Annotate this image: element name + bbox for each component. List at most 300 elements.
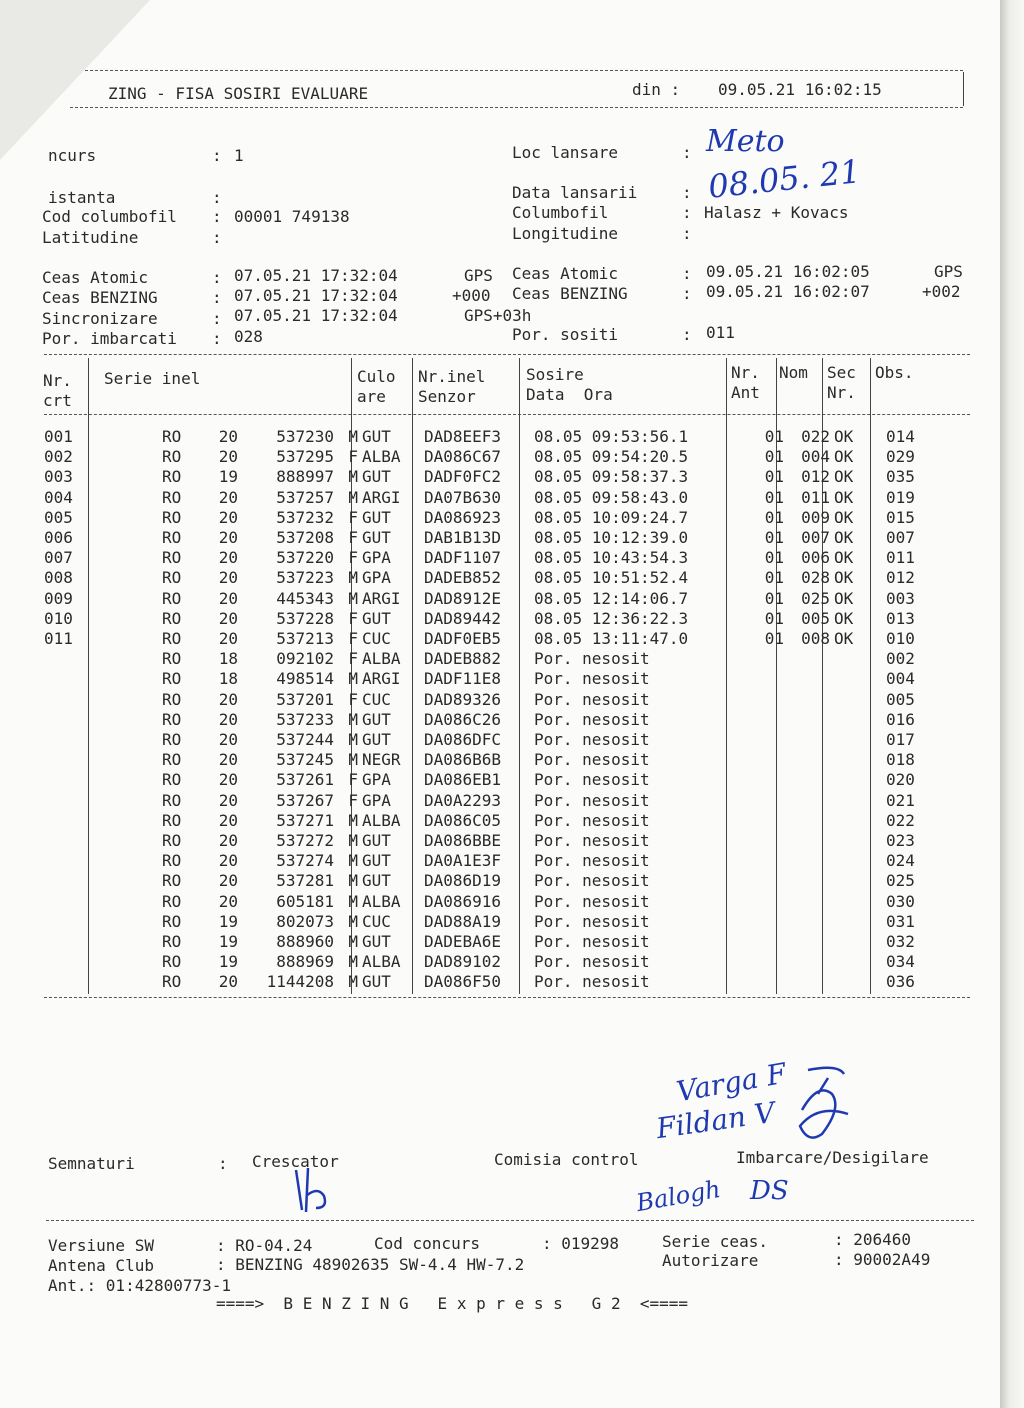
din-label: din :: [632, 80, 681, 99]
cell-nr: 009: [44, 588, 73, 608]
table-row: [44, 548, 946, 568]
cell-an: 20: [218, 447, 238, 467]
cell-sec: [830, 649, 880, 669]
cell-ring: 537223: [276, 568, 334, 588]
cell-nom: [784, 770, 830, 790]
por-sositi-value: 011: [706, 323, 735, 342]
cell-sos: 08.05 10:51:52.4: [534, 568, 689, 588]
cell-ring: 537208: [276, 528, 334, 548]
cell-obs: 030: [886, 891, 915, 911]
cell-ant: 01: [764, 608, 784, 628]
distanta-label: istanta: [48, 188, 116, 207]
cell-ro: RO: [162, 972, 182, 992]
cell-sex: F: [348, 608, 358, 628]
cell-nr: [44, 932, 112, 952]
cell-an: 19: [218, 952, 238, 972]
table-row: [44, 629, 946, 649]
header-nom: Nom: [779, 363, 808, 382]
cell-ring: 537267: [276, 790, 334, 810]
cell-ring: 537230: [276, 427, 334, 446]
cell-ro: RO: [162, 427, 182, 446]
cell-ring: 537220: [276, 548, 334, 568]
cell-an: 18: [218, 649, 238, 669]
cell-sen: DA086DFC: [424, 730, 502, 750]
cell-sex: F: [348, 528, 358, 548]
cell-col: GUT: [362, 831, 391, 851]
cell-sex: M: [348, 891, 358, 911]
autorizare-value: : 90002A49: [834, 1250, 931, 1269]
cod-columbofil-label: Cod columbofil: [42, 207, 177, 226]
cell-an: 20: [218, 851, 238, 871]
cell-sex: M: [348, 487, 358, 507]
cell-col: GPA: [362, 770, 391, 790]
cell-sex: M: [348, 467, 358, 487]
cell-ring: 537274: [276, 851, 334, 871]
cod-concurs-value: : 019298: [542, 1234, 620, 1253]
cell-sec: OK: [834, 608, 854, 628]
cell-col: ALBA: [362, 649, 401, 669]
sincronizare-extra: GPS+03h: [464, 306, 532, 325]
cell-ro: RO: [162, 669, 182, 689]
cell-ring: 802073: [276, 911, 334, 931]
cell-col: GUT: [362, 932, 391, 952]
cell-col: ALBA: [362, 952, 401, 972]
cell-ring: 537271: [276, 810, 334, 830]
cell-sos: Por. nesosit: [534, 972, 650, 992]
cell-sen: DAD88A19: [424, 911, 502, 931]
cell-sos: 08.05 10:09:24.7: [534, 507, 689, 527]
table-row: [44, 871, 946, 891]
handwritten-signature-2: Fildan V: [654, 1095, 777, 1146]
din-value: 09.05.21 16:02:15: [718, 80, 882, 99]
cell-ring: 1144208: [266, 972, 334, 992]
cell-sec: [830, 972, 880, 992]
cell-sec: OK: [834, 548, 854, 568]
table-row: [44, 669, 946, 689]
cell-ant: 01: [764, 467, 784, 487]
cell-nom: [784, 750, 830, 770]
cell-obs: 014: [886, 427, 915, 446]
cell-nr: [44, 649, 112, 669]
por-imbarcati-label: Por. imbarcati: [42, 329, 177, 348]
cell-nom: 006: [801, 548, 830, 568]
cell-ring: 092102: [276, 649, 334, 669]
cell-ant: 01: [764, 528, 784, 548]
cell-nr: [44, 770, 112, 790]
cell-an: 20: [218, 629, 238, 649]
cell-nom: 022: [801, 427, 830, 446]
cell-ro: RO: [162, 608, 182, 628]
cell-nr: [44, 871, 112, 891]
cell-nom: [784, 791, 830, 811]
cell-nom: [784, 892, 830, 912]
loc-lansare-sep: :: [682, 143, 692, 162]
cell-obs: 021: [886, 790, 915, 810]
table-row: [44, 932, 946, 952]
cell-obs: 029: [886, 447, 915, 467]
cell-sos: 08.05 09:53:56.1: [534, 427, 689, 446]
cell-col: GUT: [362, 528, 391, 548]
cell-sec: OK: [834, 568, 854, 588]
table-row: [44, 609, 946, 629]
cell-nom: [784, 952, 830, 972]
cell-sec: OK: [834, 487, 854, 507]
cell-col: ALBA: [362, 891, 401, 911]
cell-nr: 002: [44, 447, 73, 467]
sincronizare-label: Sincronizare: [42, 309, 158, 328]
table-row: [44, 690, 946, 710]
cell-ring: 537232: [276, 507, 334, 527]
cell-ant: [738, 831, 784, 851]
cell-ro: RO: [162, 548, 182, 568]
cell-ant: [738, 972, 784, 992]
cell-obs: 018: [886, 750, 915, 770]
cell-obs: 007: [886, 528, 915, 548]
cell-ring: 537261: [276, 770, 334, 790]
cell-nom: [784, 871, 830, 891]
cell-ro: RO: [162, 810, 182, 830]
cell-nom: [784, 710, 830, 730]
cell-obs: 013: [886, 608, 915, 628]
cell-an: 19: [218, 911, 238, 931]
ceas-benzing-right-label: Ceas BENZING: [512, 284, 628, 303]
cell-sec: OK: [834, 629, 854, 649]
cell-ring: 537272: [276, 831, 334, 851]
cell-sen: DADF1107: [424, 548, 502, 568]
cell-nr: [44, 892, 112, 912]
cell-ro: RO: [162, 730, 182, 750]
cell-obs: 024: [886, 851, 915, 871]
cell-ring: 537257: [276, 487, 334, 507]
cell-sen: DA07B630: [424, 487, 502, 507]
cell-ring: 537233: [276, 709, 334, 729]
header-culoare-1: Culo: [357, 367, 396, 386]
cell-obs: 017: [886, 730, 915, 750]
cell-ro: RO: [162, 447, 182, 467]
cell-sos: Por. nesosit: [534, 911, 650, 931]
cell-sex: F: [348, 629, 358, 649]
cell-nom: [784, 669, 830, 689]
latitudine-sep: :: [212, 228, 222, 247]
cell-ant: [738, 710, 784, 730]
table-row: [44, 912, 946, 932]
cell-ring: 537244: [276, 730, 334, 750]
cell-sex: M: [348, 709, 358, 729]
cell-sos: 08.05 10:43:54.3: [534, 548, 689, 568]
header-crt: crt: [43, 391, 72, 410]
cell-ant: [738, 871, 784, 891]
cell-ant: 01: [764, 447, 784, 467]
cell-sen: DADF11E8: [424, 669, 502, 689]
cell-sen: DA086C67: [424, 447, 502, 467]
cell-sex: M: [348, 851, 358, 871]
cell-ant: [738, 892, 784, 912]
cell-col: CUC: [362, 689, 391, 709]
table-bottom-rule: [44, 997, 970, 998]
distanta-sep: :: [212, 188, 222, 207]
data-lansarii-label: Data lansarii: [512, 183, 638, 202]
cell-nr: [44, 791, 112, 811]
data-lansarii-sep: :: [682, 183, 692, 202]
cell-ro: RO: [162, 588, 182, 608]
cell-ant: [738, 952, 784, 972]
cell-sex: M: [348, 810, 358, 830]
cell-nom: [784, 912, 830, 932]
cell-col: GUT: [362, 709, 391, 729]
cell-sos: 08.05 12:14:06.7: [534, 588, 689, 608]
cell-an: 20: [218, 427, 238, 446]
cell-nom: 005: [801, 608, 830, 628]
table-row: [44, 791, 946, 811]
cell-sos: 08.05 09:54:20.5: [534, 447, 689, 467]
crescator-signature-mark: [282, 1160, 352, 1240]
cell-col: GPA: [362, 568, 391, 588]
cell-sec: OK: [834, 507, 854, 527]
cell-sen: DAD89442: [424, 608, 502, 628]
header-serie-inel: Serie inel: [104, 369, 201, 388]
cell-ring: 498514: [276, 669, 334, 689]
ceas-atomic-left-label: Ceas Atomic: [42, 268, 148, 287]
cell-sos: Por. nesosit: [534, 831, 650, 851]
cell-sex: F: [348, 689, 358, 709]
cell-sos: Por. nesosit: [534, 770, 650, 790]
cell-ro: RO: [162, 770, 182, 790]
semnaturi-sep: :: [218, 1154, 228, 1173]
table-row: [44, 750, 946, 770]
cell-sec: [830, 851, 880, 871]
cell-nom: [784, 649, 830, 669]
versiune-sw-value: : RO-04.24: [216, 1236, 313, 1255]
cell-ant: 01: [764, 507, 784, 527]
cell-ant: [738, 730, 784, 750]
por-imbarcati-value: 028: [234, 327, 263, 346]
cell-sen: DA086923: [424, 507, 502, 527]
cell-ant: [738, 750, 784, 770]
header-right-border: [963, 72, 964, 106]
cell-sex: F: [348, 770, 358, 790]
cell-obs: 031: [886, 911, 915, 931]
por-imbarcati-sep: :: [212, 329, 222, 348]
columbofil-sep: :: [682, 203, 692, 222]
cell-ant: 01: [764, 588, 784, 608]
cell-ant: [738, 690, 784, 710]
cell-obs: 032: [886, 932, 915, 952]
cell-sos: Por. nesosit: [534, 689, 650, 709]
cell-sec: [830, 932, 880, 952]
cell-nr: [44, 730, 112, 750]
cell-sex: F: [348, 548, 358, 568]
ceas-benzing-right-extra: +002: [922, 282, 961, 301]
cell-sec: OK: [834, 528, 854, 548]
loc-lansare-label: Loc lansare: [512, 143, 618, 162]
cell-ring: 537213: [276, 629, 334, 649]
cell-nom: 009: [801, 507, 830, 527]
cell-sex: F: [348, 649, 358, 669]
cell-an: 20: [218, 588, 238, 608]
handwritten-signature-1: Varga F: [673, 1056, 789, 1109]
cell-sen: DA086BBE: [424, 831, 502, 851]
cell-sec: [830, 770, 880, 790]
cell-col: GUT: [362, 608, 391, 628]
table-row: [44, 972, 946, 992]
cod-columbofil-value: 00001 749138: [234, 207, 350, 226]
cell-obs: 023: [886, 831, 915, 851]
cell-nr: [44, 690, 112, 710]
cell-obs: 002: [886, 649, 915, 669]
header-nr-ant-1: Nr.: [731, 363, 760, 382]
cell-ro: RO: [162, 629, 182, 649]
cell-an: 19: [218, 932, 238, 952]
cell-sec: OK: [834, 427, 854, 446]
table-row: [44, 730, 946, 750]
cell-col: GUT: [362, 730, 391, 750]
header-obs: Obs.: [875, 363, 914, 382]
table-row: [44, 589, 946, 609]
cell-sec: [830, 690, 880, 710]
cell-ant: 01: [764, 548, 784, 568]
longitudine-sep: :: [682, 224, 692, 243]
cell-obs: 004: [886, 669, 915, 689]
cell-ro: RO: [162, 649, 182, 669]
crescator-label: Crescator: [252, 1152, 339, 1171]
cell-sen: DADEBA6E: [424, 932, 502, 952]
cell-ant: [738, 851, 784, 871]
cell-nr: 004: [44, 487, 73, 507]
ceas-atomic-right-label: Ceas Atomic: [512, 264, 618, 283]
semnaturi-label: Semnaturi: [48, 1154, 135, 1173]
cell-ring: 605181: [276, 891, 334, 911]
cell-an: 19: [218, 467, 238, 487]
cell-sec: OK: [834, 588, 854, 608]
cell-sex: M: [348, 750, 358, 770]
cell-an: 20: [218, 568, 238, 588]
cell-sex: M: [348, 730, 358, 750]
cell-nr: [44, 669, 112, 689]
serie-ceas-label: Serie ceas.: [662, 1232, 768, 1251]
cell-ring: 537201: [276, 689, 334, 709]
table-top-rule: [44, 354, 970, 355]
cell-an: 20: [218, 709, 238, 729]
cell-nr: [44, 952, 112, 972]
cell-sos: Por. nesosit: [534, 891, 650, 911]
table-row: [44, 568, 946, 588]
ceas-benzing-left-label: Ceas BENZING: [42, 288, 158, 307]
ceas-atomic-right-extra: GPS: [934, 262, 963, 281]
cell-sos: Por. nesosit: [534, 952, 650, 972]
cell-ro: RO: [162, 911, 182, 931]
cell-sex: F: [348, 507, 358, 527]
cell-obs: 010: [886, 629, 915, 649]
cell-nr: 003: [44, 467, 73, 487]
header-top-rule: [70, 70, 963, 71]
handwritten-signature-4: DS: [750, 1176, 789, 1206]
concurs-label: ncurs: [48, 146, 97, 165]
autorizare-label: Autorizare: [662, 1251, 759, 1270]
cell-an: 20: [218, 831, 238, 851]
ceas-atomic-left-value: 07.05.21 17:32:04: [234, 266, 398, 285]
cell-sec: [830, 811, 880, 831]
cell-nr: [44, 851, 112, 871]
cell-ro: RO: [162, 790, 182, 810]
cell-ant: [738, 912, 784, 932]
cell-col: GUT: [362, 427, 391, 446]
cell-nr: 005: [44, 507, 73, 527]
header-nr-inel: Nr.inel: [418, 367, 486, 386]
cell-sec: OK: [834, 447, 854, 467]
table-row: [44, 467, 946, 487]
cell-sec: [830, 952, 880, 972]
ceas-atomic-right-value: 09.05.21 16:02:05: [706, 262, 870, 281]
cell-sos: Por. nesosit: [534, 730, 650, 750]
cell-ro: RO: [162, 952, 182, 972]
ant-line: Ant.: 01:42800773-1: [48, 1276, 232, 1295]
cell-ant: [738, 932, 784, 952]
cell-sex: F: [348, 790, 358, 810]
cell-nom: 028: [801, 568, 830, 588]
ceas-benzing-left-sep: :: [212, 288, 222, 307]
cell-obs: 022: [886, 810, 915, 830]
cell-nr: 006: [44, 528, 73, 548]
header-senzor: Senzor: [418, 387, 476, 406]
cell-col: GPA: [362, 790, 391, 810]
cell-ro: RO: [162, 487, 182, 507]
cell-sen: DAD8EEF3: [424, 427, 502, 446]
header-sec-1: Sec: [827, 363, 856, 382]
cell-nom: 008: [801, 629, 830, 649]
cell-sex: M: [348, 871, 358, 891]
cell-sos: Por. nesosit: [534, 790, 650, 810]
cell-ring: 888960: [276, 932, 334, 952]
handwritten-signature-3: Balogh: [634, 1174, 723, 1218]
versiune-sw-label: Versiune SW: [48, 1236, 154, 1255]
cell-sex: M: [348, 952, 358, 972]
cell-sen: DA086F50: [424, 972, 502, 992]
cell-an: 20: [218, 790, 238, 810]
cell-sos: Por. nesosit: [534, 649, 650, 669]
cell-ro: RO: [162, 891, 182, 911]
cell-sos: Por. nesosit: [534, 871, 650, 891]
cell-sos: 08.05 09:58:37.3: [534, 467, 689, 487]
cell-nom: 004: [801, 447, 830, 467]
cell-an: 20: [218, 507, 238, 527]
serie-ceas-value: : 206460: [834, 1230, 912, 1249]
cell-sex: M: [348, 932, 358, 952]
latitudine-label: Latitudine: [42, 228, 139, 247]
cell-nom: 011: [801, 487, 830, 507]
cell-sos: Por. nesosit: [534, 750, 650, 770]
cell-col: GUT: [362, 467, 391, 487]
cell-ro: RO: [162, 932, 182, 952]
cell-sec: [830, 871, 880, 891]
cell-nr: 007: [44, 548, 73, 568]
cell-col: NEGR: [362, 750, 401, 770]
cell-an: 20: [218, 548, 238, 568]
cell-nom: 012: [801, 467, 830, 487]
cell-sos: Por. nesosit: [534, 669, 650, 689]
cell-sec: OK: [834, 467, 854, 487]
cell-an: 20: [218, 528, 238, 548]
antena-club-value: : BENZING 48902635 SW-4.4 HW-7.2: [216, 1255, 525, 1274]
cell-nr: [44, 750, 112, 770]
cell-sex: F: [348, 447, 358, 467]
cell-ro: RO: [162, 689, 182, 709]
cell-an: 20: [218, 770, 238, 790]
cell-nr: 010: [44, 608, 73, 628]
cell-nr: [44, 831, 112, 851]
cell-ring: 888997: [276, 467, 334, 487]
cell-nom: 007: [801, 528, 830, 548]
table-row: [44, 851, 946, 871]
